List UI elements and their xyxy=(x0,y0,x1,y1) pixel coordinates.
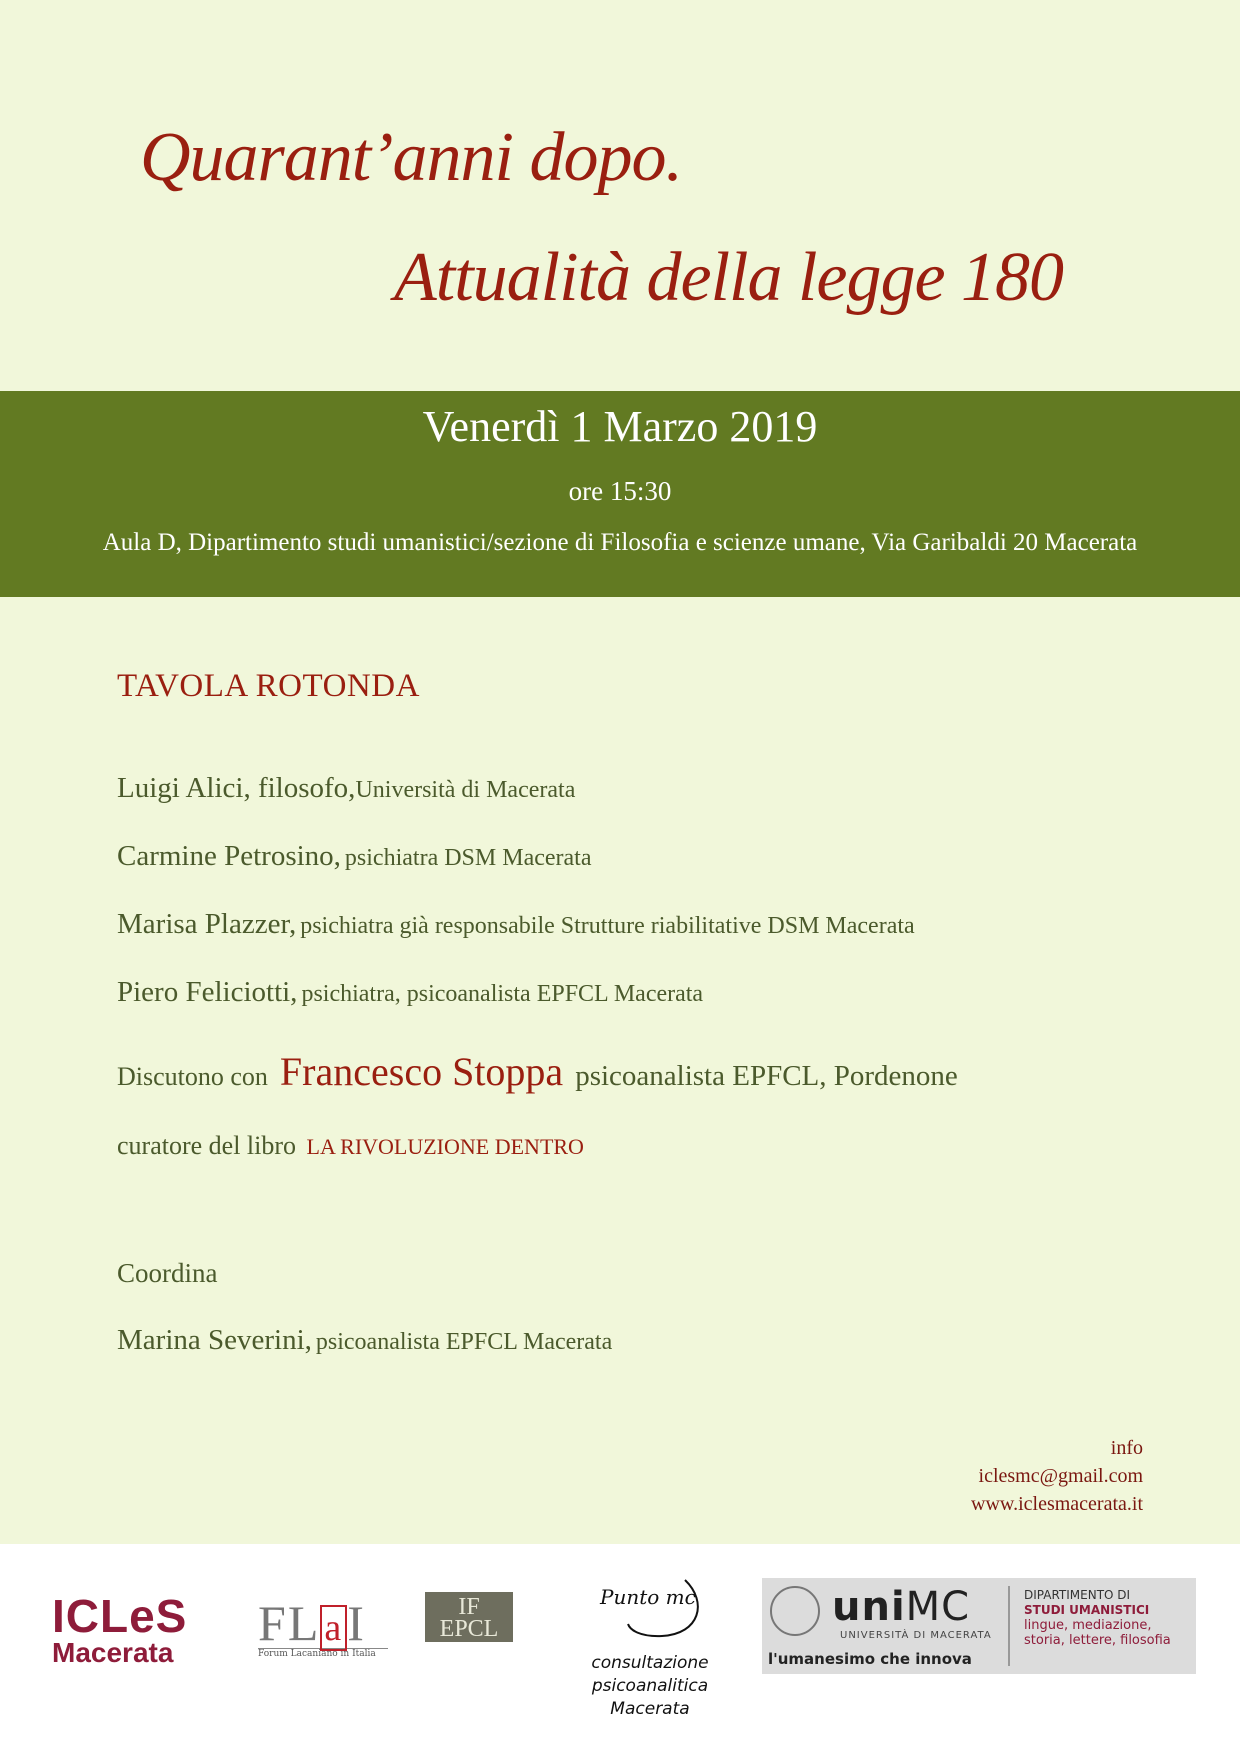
section-title: TAVOLA ROTONDA xyxy=(117,668,420,704)
signature-swoosh-icon xyxy=(590,1572,710,1642)
icles-logo-city: Macerata xyxy=(52,1637,174,1668)
speaker-row xyxy=(117,908,915,941)
speaker-row xyxy=(117,772,575,805)
punto-signature xyxy=(580,1572,720,1642)
info-email[interactable]: iclesmc@gmail.com xyxy=(978,1465,1143,1487)
punto-mc-logo xyxy=(580,1572,720,1721)
svg-text:Punto mc: Punto mc xyxy=(600,1585,696,1609)
punto-line1: consultazione xyxy=(591,1653,709,1673)
curator-line xyxy=(117,1131,584,1161)
speaker-row xyxy=(117,976,703,1009)
event-date: Venerdì 1 Marzo 2019 xyxy=(422,402,818,451)
discussant-name: Francesco Stoppa xyxy=(279,1049,564,1094)
unimc-tagline: l'umanesimo che innova xyxy=(768,1650,972,1668)
event-time: ore 15:30 xyxy=(568,476,672,506)
speaker-role: psichiatra DSM Macerata xyxy=(344,845,592,871)
epfcl-logo xyxy=(425,1592,513,1642)
flai-caption: Forum Lacaniano in Italia xyxy=(258,1648,388,1659)
info-label: info xyxy=(1110,1437,1143,1459)
info-block xyxy=(971,1434,1143,1518)
flai-mark: FL aI xyxy=(258,1595,366,1651)
speaker-name: Luigi Alici, filosofo, xyxy=(117,772,356,804)
epfcl-logo-line2: EPCL xyxy=(439,1616,499,1642)
discussant-line xyxy=(117,1048,958,1095)
curator-prefix: curatore del libro xyxy=(117,1131,297,1160)
flai-logo xyxy=(258,1594,388,1659)
footer-logos xyxy=(0,1544,1240,1754)
speaker-role: psichiatra già responsabile Strutture riabilitative DSM Macerata xyxy=(300,913,915,939)
event-banner xyxy=(0,391,1240,597)
coordinator-label: Coordina xyxy=(117,1258,218,1288)
discussant-prefix: Discutono con xyxy=(117,1062,268,1091)
title-line-1: Quarant’anni dopo. xyxy=(140,119,682,196)
unimc-subtitle: UNIVERSITÀ DI MACERATA xyxy=(840,1630,992,1641)
info-website[interactable]: www.iclesmacerata.it xyxy=(971,1493,1143,1515)
speaker-role: psichiatra, psicoanalista EPFCL Macerata xyxy=(301,981,704,1007)
speaker-name: Carmine Petrosino, xyxy=(117,840,341,872)
speaker-name: Marisa Plazzer, xyxy=(117,908,297,940)
logo-divider xyxy=(1008,1586,1010,1666)
icles-logo xyxy=(52,1590,188,1668)
unimc-brand: uniMC xyxy=(832,1584,971,1630)
discussant-role: psicoanalista EPFCL, Pordenone xyxy=(575,1060,958,1092)
punto-line2: psicoanalitica xyxy=(591,1676,709,1696)
coordinator-name: Marina Severini, xyxy=(117,1324,312,1356)
coordinator-role: psicoanalista EPFCL Macerata xyxy=(315,1329,613,1355)
coordinator-row xyxy=(117,1324,612,1357)
icles-logo-text: ICLeS xyxy=(52,1590,188,1642)
speaker-name: Piero Feliciotti, xyxy=(117,976,298,1008)
speaker-role: Università di Macerata xyxy=(355,777,576,803)
book-title: LA RIVOLUZIONE DENTRO xyxy=(306,1134,584,1159)
speaker-row xyxy=(117,840,592,873)
university-seal-icon xyxy=(770,1586,820,1636)
unimc-logo xyxy=(762,1578,1196,1674)
punto-line3: Macerata xyxy=(610,1699,690,1719)
department-name: DIPARTIMENTO DI STUDI UMANISTICI lingue, mediazione, storia, lettere, filosofia xyxy=(1024,1588,1171,1648)
event-venue: Aula D, Dipartimento studi umanistici/sezione di Filosofia e scienze umane, Via Garibaldi 20 Macerata xyxy=(102,529,1138,556)
epfcl-logo-line1: IF xyxy=(458,1594,480,1620)
title-line-2: Attualità della legge 180 xyxy=(394,239,1064,316)
